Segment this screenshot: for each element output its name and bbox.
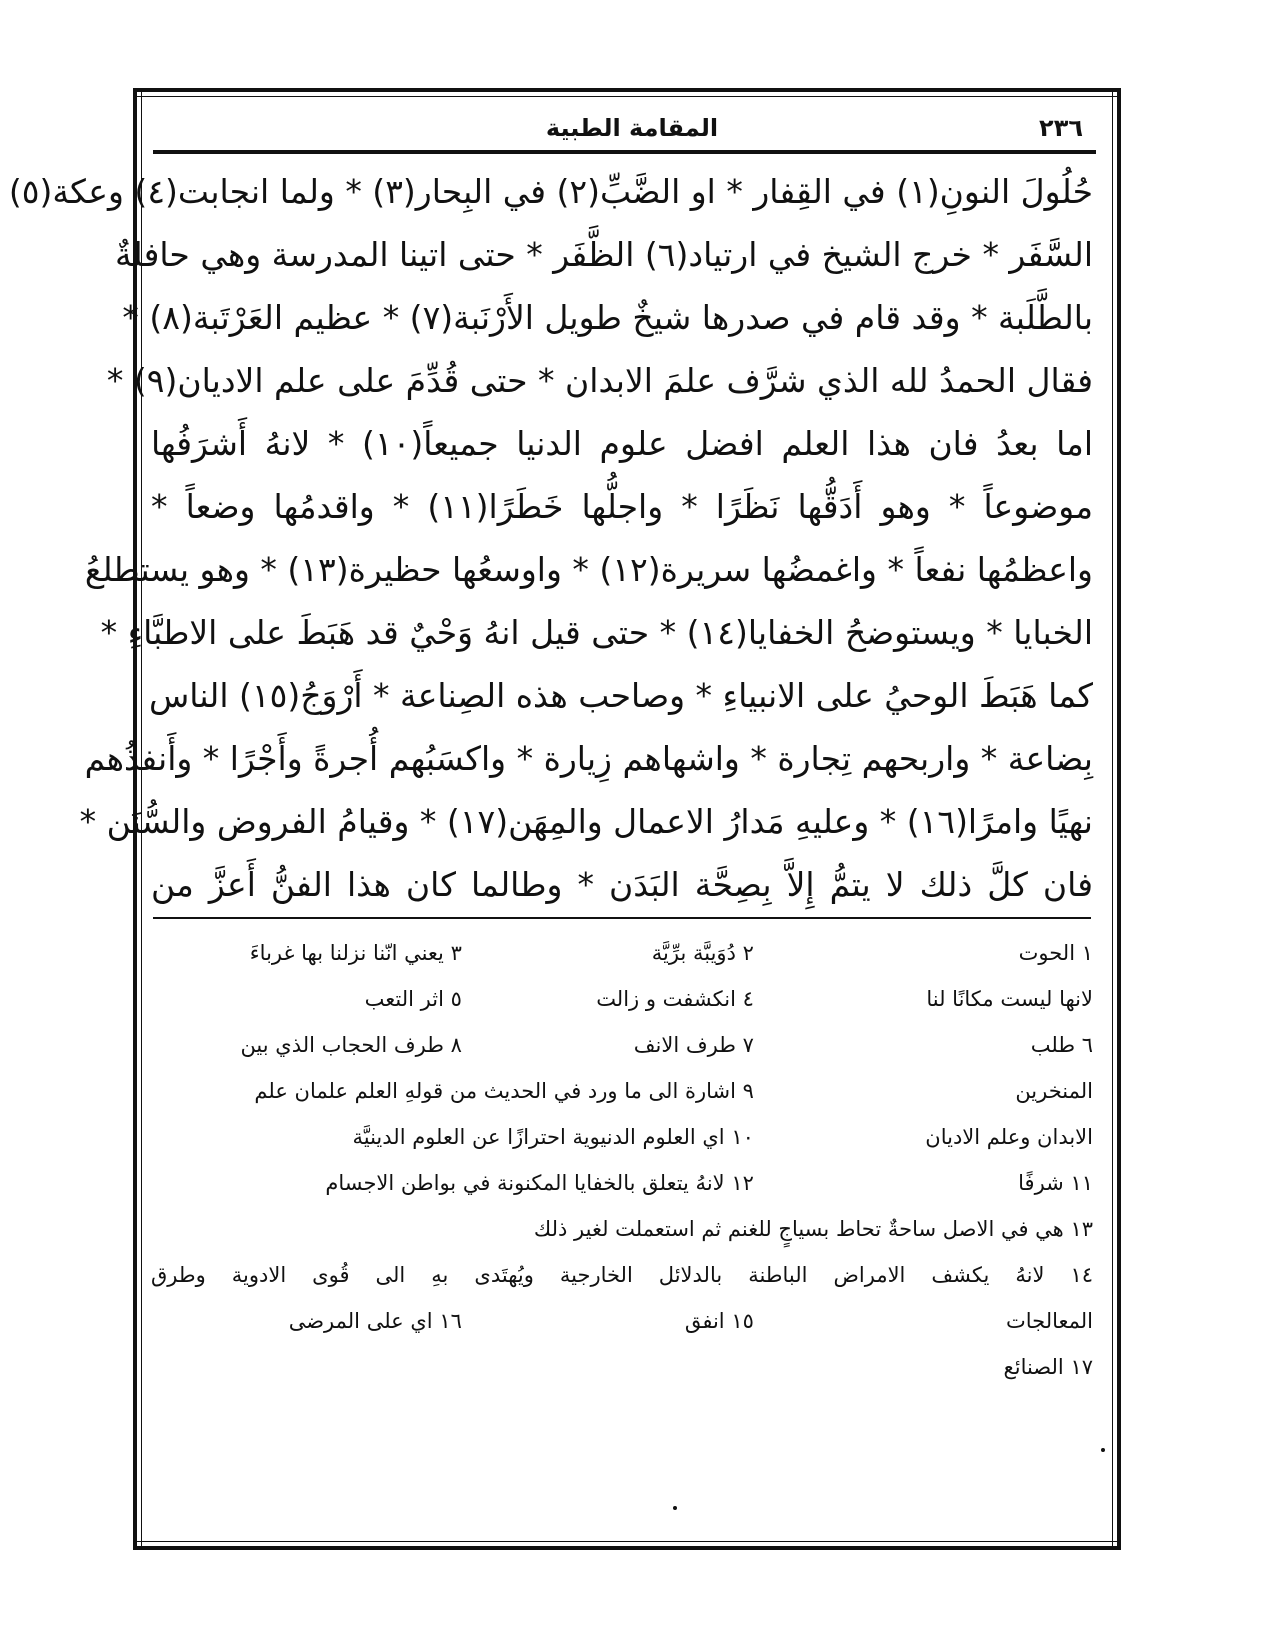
footnote-row bbox=[151, 976, 1093, 1022]
footnote: لانها ليست مكانًا لنا bbox=[926, 987, 1093, 1011]
footnote-separator bbox=[153, 917, 1091, 919]
footnote: ٧ طرف الانف bbox=[633, 1033, 754, 1057]
footnote-row bbox=[151, 1114, 1093, 1160]
text-line: اما بعدُ فان هذا العلم افضل علوم الدنيا جميعاً(١٠) * لانهُ أَشرَفُها bbox=[151, 424, 1093, 463]
footnotes bbox=[151, 930, 1093, 1390]
print-mark bbox=[673, 1506, 677, 1510]
footnote: ٥ اثر التعب bbox=[364, 987, 462, 1011]
footnote: الابدان وعلم الاديان bbox=[925, 1125, 1093, 1149]
footnote: ٦ طلب bbox=[1030, 1033, 1093, 1057]
bottom-border-thin bbox=[133, 1541, 1121, 1542]
right-border-thin bbox=[1112, 88, 1113, 1550]
footnote: المنخرين bbox=[1015, 1079, 1093, 1103]
footnote-row bbox=[151, 1160, 1093, 1206]
text-line: واعظمُها نفعاً * واغمضُها سريرة(١٢) * واوسعُها حظيرة(١٣) * وهو يستطلعُ bbox=[84, 550, 1093, 589]
footnote: ١٢ لانهُ يتعلق بالخفايا المكنونة في بواطن الاجسام bbox=[325, 1171, 754, 1195]
running-title: المقامة الطبية bbox=[545, 114, 719, 142]
text-line: السَّفَر * خرج الشيخ في ارتياد(٦) الظَّفَر * حتى اتينا المدرسة وهي حافلةٌ bbox=[114, 235, 1093, 274]
text-line: بِضاعة * واربحهم تِجارة * واشهاهم زِيارة * واكسَبُهم أُجرةً وأَجْرًا * وأَنفذُهم bbox=[84, 739, 1093, 778]
footnote-row bbox=[151, 930, 1093, 976]
right-border-thick bbox=[1117, 88, 1121, 1550]
header-rule bbox=[153, 150, 1096, 154]
footnote: ١٠ اي العلوم الدنيوية احترازًا عن العلوم الدينيَّة bbox=[352, 1125, 754, 1149]
footnote: ١٦ اي على المرضى bbox=[288, 1309, 462, 1333]
text-line: بالطَّلَبة * وقد قام في صدرها شيخٌ طويل الأَرْنَبة(٧) * عظيم العَرْتَبة(٨) * bbox=[122, 298, 1093, 337]
text-line: فقال الحمدُ لله الذي شرَّف علمَ الابدان * حتى قُدِّمَ على علم الاديان(٩) * bbox=[106, 361, 1093, 400]
bottom-border-thick bbox=[133, 1546, 1121, 1550]
footnote-row bbox=[151, 1022, 1093, 1068]
text-line: فان كلَّ ذلك لا يتمُّ إِلاَّ بِصِحَّة البَدَن * وطالما كان هذا الفنُّ أَعزَّ من bbox=[151, 865, 1093, 904]
page-header bbox=[173, 114, 1091, 146]
footnote-row bbox=[151, 1344, 1093, 1390]
footnote: ٨ طرف الحجاب الذي بين bbox=[240, 1033, 462, 1057]
page-frame bbox=[8, 88, 1121, 1550]
footnote: ٩ اشارة الى ما ورد في الحديث من قولهِ العلم علمان علم bbox=[254, 1079, 754, 1103]
footnote: ٢ دُوَيبَّة برِّيَّة bbox=[651, 941, 754, 965]
footnote: ١٧ الصنائع bbox=[1003, 1355, 1093, 1379]
footnote-row bbox=[151, 1206, 1093, 1252]
footnote-row bbox=[151, 1252, 1093, 1298]
footnote: ٣ يعني انّنا نزلنا بها غرباءَ bbox=[249, 941, 462, 965]
text-line: كما هَبَطَ الوحيُ على الانبياءِ * وصاحب هذه الصِناعة * أَرْوَجُ(١٥) الناس bbox=[148, 676, 1093, 715]
footnote-row bbox=[151, 1068, 1093, 1114]
top-border-thick bbox=[133, 88, 1121, 92]
footnote: ١ الحوت bbox=[1018, 941, 1093, 965]
footnote: ٤ انكشفت و زالت bbox=[596, 987, 754, 1011]
main-text bbox=[8, 160, 1093, 916]
text-line: موضوعاً * وهو أَدَقُّها نَظَرًا * واجلُّها خَطَرًا(١١) * واقدمُها وضعاً * bbox=[151, 487, 1093, 526]
page-number: ٢٣٦ bbox=[1039, 114, 1083, 142]
footnote: ١٥ انفق bbox=[684, 1309, 754, 1333]
footnote: ١٣ هي في الاصل ساحةٌ تحاط بسياجٍ للغنم ثم استعملت لغير ذلك bbox=[533, 1217, 1093, 1241]
text-line: حُلُولَ النونِ(١) في القِفار * او الضَّبِّ(٢) في البِحار(٣) * ولما انجابت(٤) وعكة(٥) bbox=[8, 172, 1093, 211]
footnote: ١١ شرفًا bbox=[1018, 1171, 1093, 1195]
top-border-thin bbox=[133, 96, 1121, 97]
text-line: نهيًا وامرًا(١٦) * وعليهِ مَدارُ الاعمال والمِهَن(١٧) * وقيامُ الفروض والسُّنَن * bbox=[79, 802, 1093, 841]
footnote-row bbox=[151, 1298, 1093, 1344]
text-line: الخبايا * ويستوضحُ الخفايا(١٤) * حتى قيل انهُ وَحْيٌ قد هَبَطَ على الاطبَّاءِ * bbox=[100, 613, 1093, 652]
scan-speck bbox=[1101, 1448, 1105, 1452]
footnote: المعالجات bbox=[1005, 1309, 1093, 1333]
footnote: ١٤ لانهُ يكشف الامراض الباطنة بالدلائل الخارجية ويُهتَدى بهِ الى قُوى الادوية وطرق bbox=[151, 1263, 1093, 1287]
